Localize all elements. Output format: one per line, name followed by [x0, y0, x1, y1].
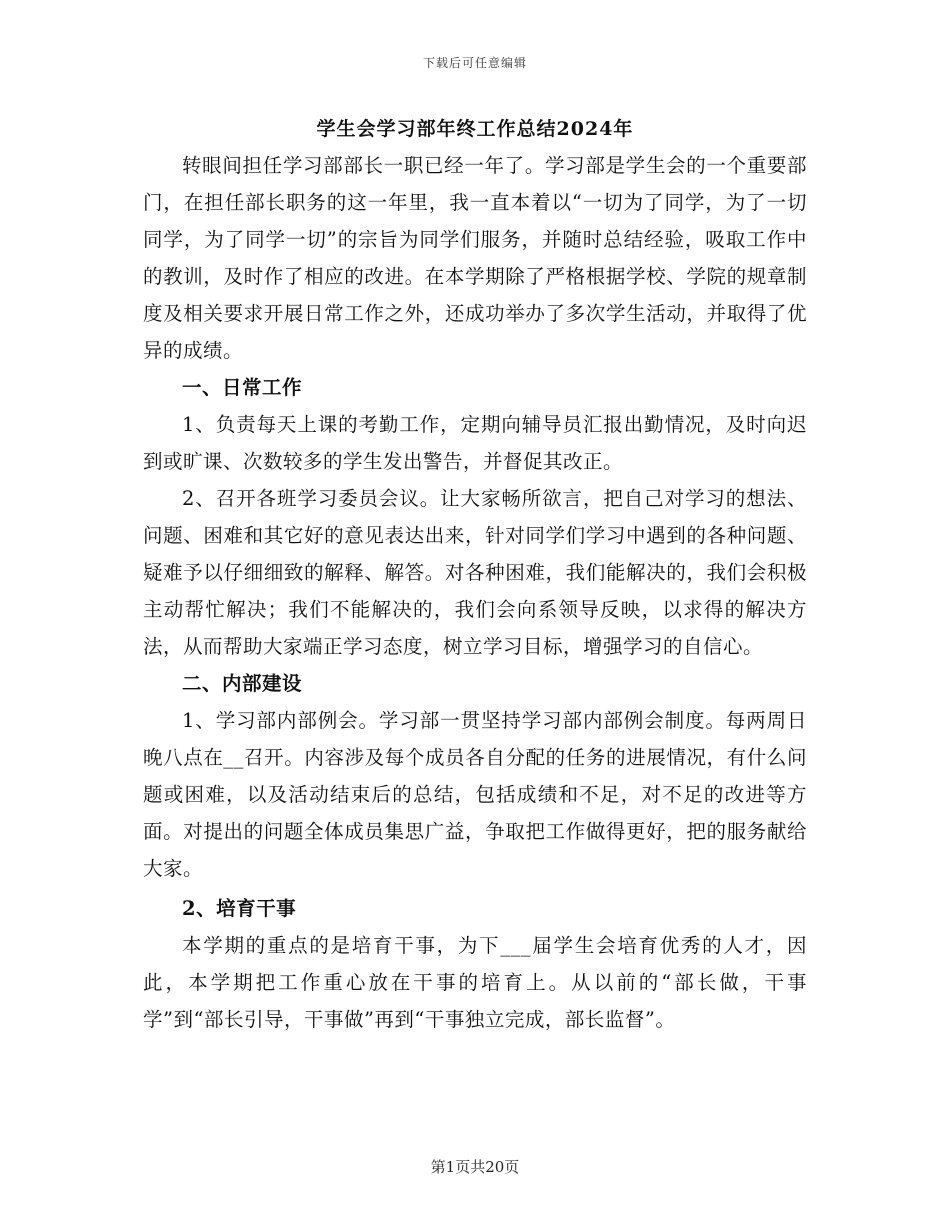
section-heading-daily-work: 一、日常工作: [182, 376, 303, 399]
subsection-heading-train-staff: 2、培育干事: [182, 897, 297, 920]
section-heading-internal-building: 二、内部建设: [182, 672, 303, 695]
internal-building-item-1: 1、学习部内部例会。学习部一贯坚持学习部内部例会制度。每两周日晚八点在__召开。内容涉及每个成员各自分配的任务的进展情况，有什么问题或困难，以及活动结束后的总结，包括成绩和不足，对不足的改进等方面。对提出的问题全体成员集思广益，争取把工作做得更好，把的服务献给大家。: [143, 709, 807, 880]
daily-work-item-2: 2、召开各班学习委员会议。让大家畅所欲言，把自己对学习的想法、问题、困难和其它好的意见表达出来，针对同学们学习中遇到的各种问题、疑难予以仔细细致的解释、解答。对各种困难，我们能解决的，我们会积极主动帮忙解决；我们不能解决的，我们会向系领导反映，以求得的解决方法，从而帮助大家端正学习态度，树立学习目标，增强学习的自信心。: [143, 487, 807, 658]
document-body: [143, 147, 807, 1038]
train-staff-paragraph: 本学期的重点的是培育干事，为下___届学生会培育优秀的人才，因此，本学期把工作重心放在干事的培育上。从以前的“部长做，干事学”到“部长引导，干事做”再到“干事独立完成，部长监督”。: [143, 934, 807, 1031]
daily-work-item-1: 1、负责每天上课的考勤工作，定期向辅导员汇报出勤情况，及时向迟到或旷课、次数较多的学生发出警告，并督促其改正。: [143, 413, 807, 473]
intro-paragraph: 转眼间担任学习部部长一职已经一年了。学习部是学生会的一个重要部门，在担任部长职务的这一年里，我一直本着以“一切为了同学，为了一切同学，为了同学一切”的宗旨为同学们服务，并随时总结经验，吸取工作中的教训，及时作了相应的改进。在本学期除了严格根据学校、学院的规章制度及相关要求开展日常工作之外，还成功举办了多次学生活动，并取得了优异的成绩。: [143, 154, 807, 362]
page-number: 第1页共20页: [430, 1158, 520, 1176]
page-header-note: 下载后可任意编辑: [422, 56, 527, 70]
document-title: 学生会学习部年终工作总结2024年: [316, 118, 634, 140]
